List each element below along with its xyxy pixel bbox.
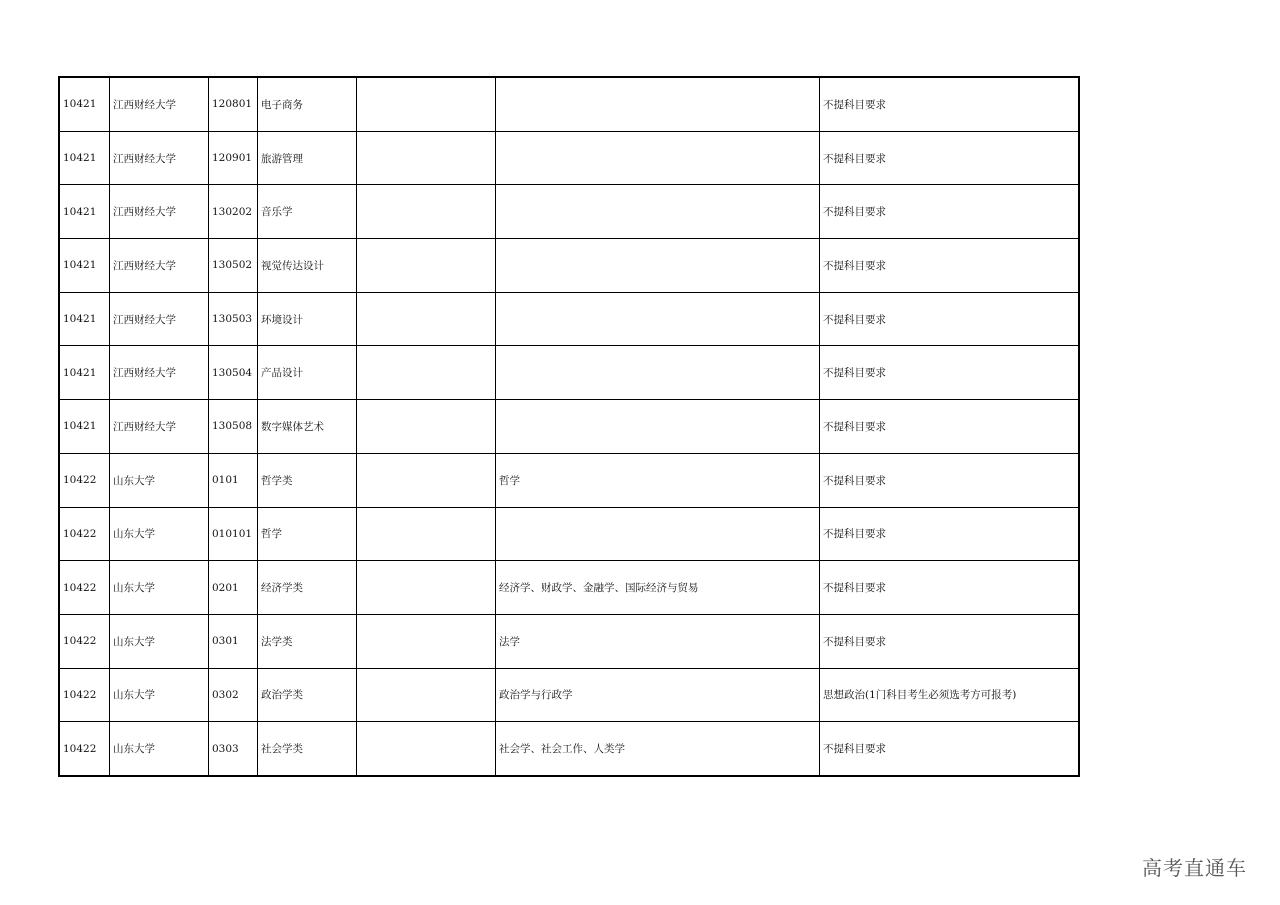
major-code-cell: 120801 [209, 77, 258, 131]
empty-cell [357, 722, 496, 776]
major-name-cell: 音乐学 [258, 185, 357, 239]
major-code-cell: 130504 [209, 346, 258, 400]
school-name-cell: 山东大学 [110, 668, 209, 722]
school-code-cell: 10422 [59, 561, 110, 615]
included-majors-cell [496, 131, 820, 185]
table-row [59, 614, 1079, 668]
school-name-cell: 山东大学 [110, 453, 209, 507]
table-row [59, 400, 1079, 454]
major-code-cell: 130202 [209, 185, 258, 239]
subject-requirement-cell: 不提科目要求 [820, 453, 1080, 507]
major-code-cell: 010101 [209, 507, 258, 561]
school-code-cell: 10421 [59, 292, 110, 346]
school-name-cell: 山东大学 [110, 614, 209, 668]
table-row [59, 185, 1079, 239]
table-row [59, 346, 1079, 400]
major-code-cell: 120901 [209, 131, 258, 185]
school-code-cell: 10421 [59, 185, 110, 239]
empty-cell [357, 77, 496, 131]
major-code-cell: 0101 [209, 453, 258, 507]
included-majors-cell: 政治学与行政学 [496, 668, 820, 722]
major-name-cell: 旅游管理 [258, 131, 357, 185]
major-code-cell: 130503 [209, 292, 258, 346]
school-name-cell: 山东大学 [110, 507, 209, 561]
major-code-cell: 0301 [209, 614, 258, 668]
major-name-cell: 哲学类 [258, 453, 357, 507]
school-code-cell: 10421 [59, 346, 110, 400]
school-code-cell: 10421 [59, 131, 110, 185]
subject-requirements-table [58, 76, 1080, 777]
school-code-cell: 10422 [59, 668, 110, 722]
table-row [59, 722, 1079, 776]
watermark: 高考直通车 [1142, 856, 1247, 880]
table-row [59, 668, 1079, 722]
table-row [59, 292, 1079, 346]
school-name-cell: 江西财经大学 [110, 292, 209, 346]
subject-requirement-cell: 不提科目要求 [820, 185, 1080, 239]
subject-requirement-cell: 不提科目要求 [820, 239, 1080, 293]
school-name-cell: 江西财经大学 [110, 77, 209, 131]
empty-cell [357, 668, 496, 722]
subject-requirement-cell: 不提科目要求 [820, 400, 1080, 454]
major-name-cell: 哲学 [258, 507, 357, 561]
included-majors-cell [496, 292, 820, 346]
subject-requirement-cell: 不提科目要求 [820, 561, 1080, 615]
empty-cell [357, 131, 496, 185]
subject-requirement-cell: 不提科目要求 [820, 722, 1080, 776]
subject-requirement-cell: 不提科目要求 [820, 346, 1080, 400]
empty-cell [357, 561, 496, 615]
school-name-cell: 山东大学 [110, 561, 209, 615]
included-majors-cell: 哲学 [496, 453, 820, 507]
included-majors-cell [496, 185, 820, 239]
major-code-cell: 0303 [209, 722, 258, 776]
major-name-cell: 数字媒体艺术 [258, 400, 357, 454]
included-majors-cell: 经济学、财政学、金融学、国际经济与贸易 [496, 561, 820, 615]
table-body [59, 77, 1079, 776]
table-row [59, 561, 1079, 615]
school-name-cell: 山东大学 [110, 722, 209, 776]
school-code-cell: 10421 [59, 239, 110, 293]
empty-cell [357, 400, 496, 454]
major-name-cell: 经济学类 [258, 561, 357, 615]
school-code-cell: 10422 [59, 722, 110, 776]
empty-cell [357, 292, 496, 346]
subject-requirement-cell: 思想政治(1门科目考生必须选考方可报考) [820, 668, 1080, 722]
included-majors-cell: 法学 [496, 614, 820, 668]
included-majors-cell [496, 77, 820, 131]
major-name-cell: 产品设计 [258, 346, 357, 400]
school-code-cell: 10422 [59, 507, 110, 561]
included-majors-cell [496, 507, 820, 561]
subject-requirement-cell: 不提科目要求 [820, 77, 1080, 131]
major-name-cell: 视觉传达设计 [258, 239, 357, 293]
empty-cell [357, 614, 496, 668]
school-name-cell: 江西财经大学 [110, 131, 209, 185]
empty-cell [357, 507, 496, 561]
empty-cell [357, 185, 496, 239]
major-code-cell: 130508 [209, 400, 258, 454]
major-name-cell: 政治学类 [258, 668, 357, 722]
subject-requirement-cell: 不提科目要求 [820, 131, 1080, 185]
table-row [59, 77, 1079, 131]
school-name-cell: 江西财经大学 [110, 185, 209, 239]
table-row [59, 453, 1079, 507]
school-code-cell: 10422 [59, 614, 110, 668]
school-code-cell: 10421 [59, 400, 110, 454]
subject-requirement-cell: 不提科目要求 [820, 292, 1080, 346]
table-row [59, 507, 1079, 561]
major-code-cell: 0302 [209, 668, 258, 722]
major-name-cell: 环境设计 [258, 292, 357, 346]
major-code-cell: 130502 [209, 239, 258, 293]
included-majors-cell [496, 239, 820, 293]
empty-cell [357, 239, 496, 293]
table-row [59, 239, 1079, 293]
school-name-cell: 江西财经大学 [110, 400, 209, 454]
subject-requirement-cell: 不提科目要求 [820, 614, 1080, 668]
included-majors-cell [496, 400, 820, 454]
table-row [59, 131, 1079, 185]
empty-cell [357, 346, 496, 400]
major-name-cell: 法学类 [258, 614, 357, 668]
school-code-cell: 10422 [59, 453, 110, 507]
major-name-cell: 社会学类 [258, 722, 357, 776]
major-code-cell: 0201 [209, 561, 258, 615]
included-majors-cell: 社会学、社会工作、人类学 [496, 722, 820, 776]
school-code-cell: 10421 [59, 77, 110, 131]
empty-cell [357, 453, 496, 507]
subject-requirement-cell: 不提科目要求 [820, 507, 1080, 561]
included-majors-cell [496, 346, 820, 400]
school-name-cell: 江西财经大学 [110, 239, 209, 293]
major-name-cell: 电子商务 [258, 77, 357, 131]
school-name-cell: 江西财经大学 [110, 346, 209, 400]
